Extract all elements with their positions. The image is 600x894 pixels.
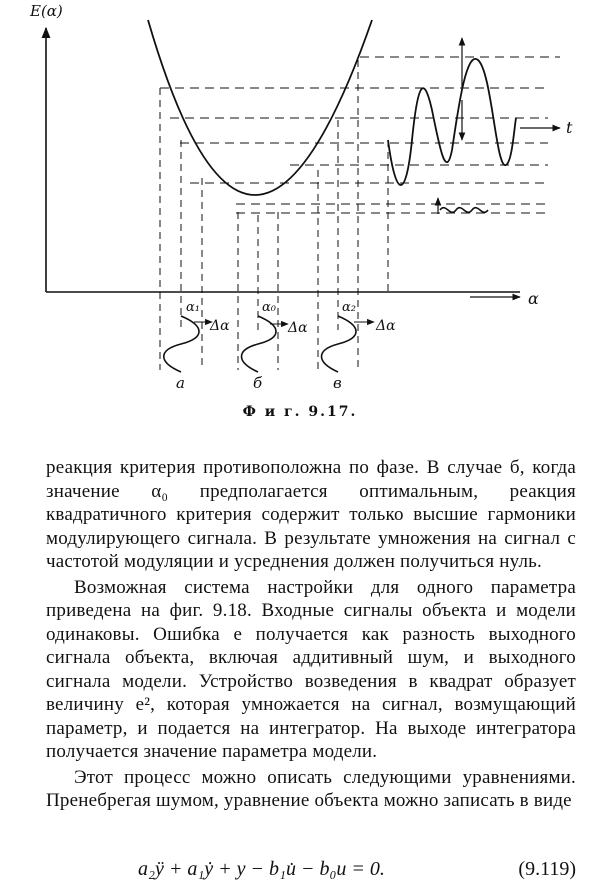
body-text bbox=[46, 456, 576, 815]
y-axis-label: E(α) bbox=[30, 2, 63, 20]
paragraph-3: Этот процесс можно описать следующими уравнениями. Пренебрегая шумом, уравнение объекта можно записать в виде bbox=[46, 766, 576, 811]
small-oscillation bbox=[440, 208, 488, 213]
case-label-a: а bbox=[176, 374, 185, 392]
equation-line bbox=[46, 858, 576, 884]
dashed-projections bbox=[160, 57, 560, 213]
paragraph-2: Возможная система настройки для одного параметра приведена на фиг. 9.18. Входные сигналы объекта и модели одинаковы. Ошибка e получается как разность выходного сигнала объекта, включая аддитивный шум, и выходного сигнала модели. Устройство возведения в квадрат образует величину e², которая умножается на сигнал, возмущающий параметр, и подается на интегратор. На выходе интегратора получается значение параметра модели. bbox=[46, 576, 576, 762]
paragraph-1: реакция критерия противоположна по фазе. В случае б, когда значение α₀ предполагается оптимальным, реакция квадратичного критерия содержит только высшие гармоники модулирующего сигнала. В результате умножения на сигнал с частотой модуляции и усреднения должен получиться нуль. bbox=[46, 457, 576, 572]
response-waveform bbox=[388, 59, 516, 185]
marker-label-a2: α₂ bbox=[342, 300, 356, 315]
delta-label-a: Δα bbox=[210, 318, 230, 334]
modulation-wave-c bbox=[322, 316, 357, 372]
case-label-c: в bbox=[333, 374, 342, 392]
marker-label-a1: α₁ bbox=[186, 300, 200, 315]
x-axis-label: α bbox=[528, 289, 539, 308]
equation-number: (9.119) bbox=[518, 858, 576, 880]
delta-label-b: Δα bbox=[288, 320, 308, 336]
figure-9-17 bbox=[0, 0, 600, 395]
figure-caption: Ф и г. 9.17. bbox=[242, 404, 358, 420]
case-label-b: б bbox=[253, 374, 263, 392]
time-axis-label: t bbox=[566, 118, 573, 137]
delta-label-c: Δα bbox=[376, 318, 396, 334]
marker-label-a0: α₀ bbox=[262, 300, 276, 315]
equation-9-119: a₂ÿ + a₁ẏ + y − b₁u̇ − b₀u = 0. bbox=[138, 858, 385, 880]
